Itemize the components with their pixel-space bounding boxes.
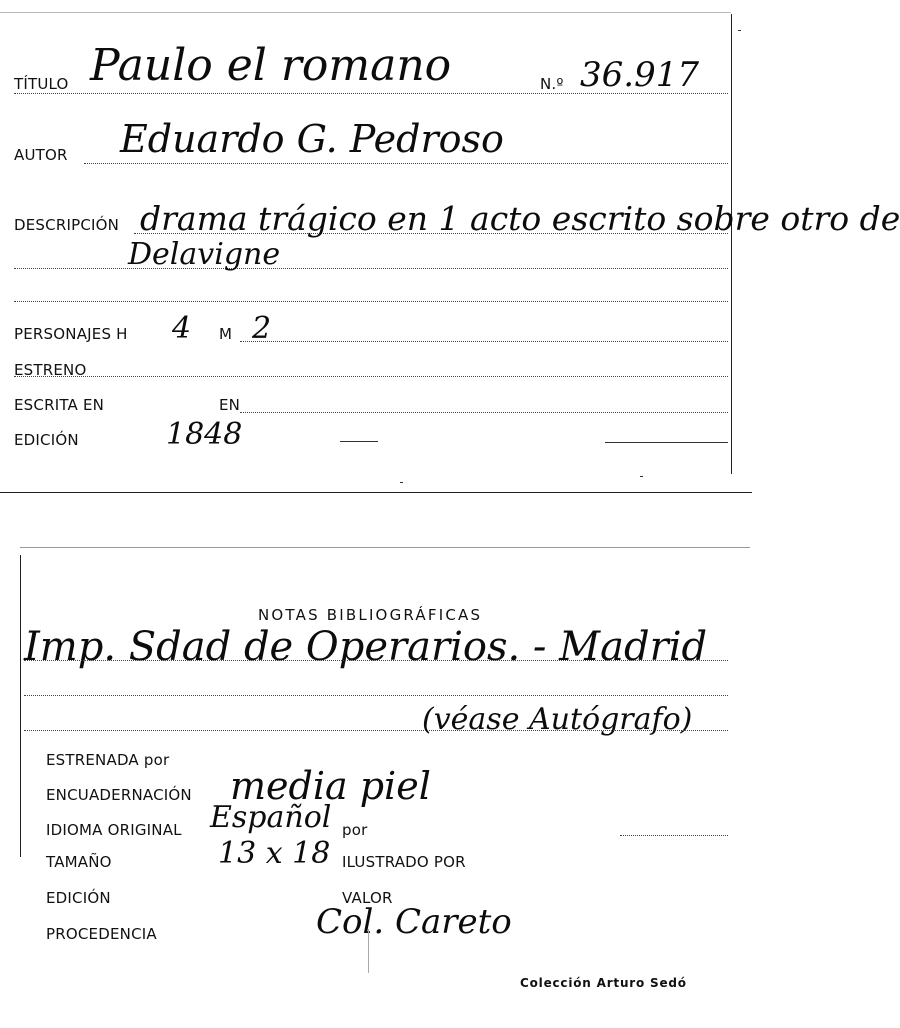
personajes-h-value: 4 bbox=[172, 311, 192, 346]
personajes-m-label: M bbox=[219, 325, 233, 343]
encuadernacion-value: media piel bbox=[230, 764, 431, 808]
idioma-por-label: por bbox=[342, 821, 368, 839]
idioma-label: IDIOMA ORIGINAL bbox=[46, 821, 182, 839]
idioma-value: Español bbox=[210, 800, 332, 835]
personajes-m-value: 2 bbox=[252, 311, 272, 346]
descripcion-line-2 bbox=[14, 268, 728, 269]
collection-credit: Colección Arturo Sedó bbox=[520, 976, 687, 990]
notas-heading: NOTAS BIBLIOGRÁFICAS bbox=[258, 606, 483, 624]
escrita-label: ESCRITA EN bbox=[14, 396, 105, 414]
procedencia-value: Col. Careto bbox=[316, 902, 512, 942]
notas-line-1 bbox=[24, 660, 728, 661]
titulo-value: Paulo el romano bbox=[90, 40, 452, 91]
personajes-line bbox=[240, 341, 728, 342]
notas-line1: Imp. Sdad de Operarios. - Madrid bbox=[24, 624, 708, 670]
numero-label: N.º bbox=[540, 75, 564, 93]
descripcion-line-3 bbox=[14, 301, 728, 302]
procedencia-label: PROCEDENCIA bbox=[46, 925, 157, 943]
autor-value: Eduardo G. Pedroso bbox=[120, 117, 504, 161]
estreno-line bbox=[14, 376, 728, 377]
estreno-label: ESTRENO bbox=[14, 361, 87, 379]
numero-value: 36.917 bbox=[580, 55, 699, 95]
edicion-line bbox=[605, 442, 728, 443]
tamano-label: TAMAÑO bbox=[46, 853, 112, 871]
edicion-label: EDICIÓN bbox=[46, 889, 111, 907]
edicion-label: EDICIÓN bbox=[14, 431, 79, 449]
estrenada-label: ESTRENADA por bbox=[46, 751, 170, 769]
catalog-card-top bbox=[0, 0, 900, 492]
card-top-edge bbox=[0, 12, 731, 13]
card-bottom-edge bbox=[0, 492, 752, 493]
card-left-edge bbox=[20, 555, 21, 857]
tamano-value: 13 x 18 bbox=[218, 836, 331, 871]
card-top-edge bbox=[20, 547, 750, 548]
descripcion-value-line2: Delavigne bbox=[128, 237, 281, 272]
notas-line-3 bbox=[24, 730, 728, 731]
edicion-value: 1848 bbox=[166, 417, 243, 452]
ilustrado-label: ILUSTRADO POR bbox=[342, 853, 466, 871]
idioma-por-line bbox=[620, 835, 728, 836]
autor-line bbox=[84, 163, 728, 164]
card-right-edge bbox=[731, 14, 732, 474]
catalog-card-bottom bbox=[0, 545, 759, 1028]
encuadernacion-label: ENCUADERNACIÓN bbox=[46, 786, 192, 804]
edicion-mark bbox=[340, 441, 378, 442]
descripcion-value-line1: drama trágico en 1 acto escrito sobre otro de bbox=[140, 199, 900, 238]
descripcion-label: DESCRIPCIÓN bbox=[14, 216, 120, 234]
titulo-label: TÍTULO bbox=[14, 75, 69, 93]
notas-line-2 bbox=[24, 695, 728, 696]
personajes-h-label: PERSONAJES H bbox=[14, 325, 128, 343]
stray-mark bbox=[368, 929, 369, 973]
escrita-en-label: EN bbox=[219, 396, 241, 414]
escrita-line bbox=[240, 412, 728, 413]
valor-label: VALOR bbox=[342, 889, 393, 907]
notas-line2: (véase Autógrafo) bbox=[422, 702, 693, 737]
autor-label: AUTOR bbox=[14, 146, 68, 164]
